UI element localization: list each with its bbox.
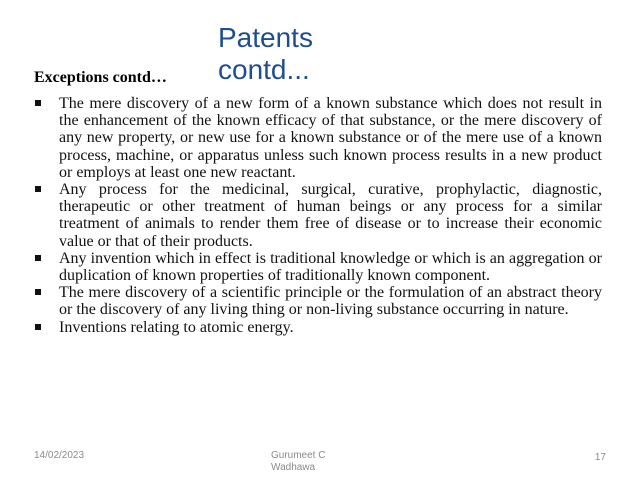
bullet-item xyxy=(34,319,602,336)
bullet-item xyxy=(34,284,602,318)
square-bullet-icon xyxy=(35,255,41,261)
bullet-list xyxy=(34,95,602,336)
bullet-text: The mere discovery of a new form of a known substance which does not result in the enhancement of the known efficacy of that substance, or the mere discovery of any new property, or new use for a known substance or of the mere use of a known process, machine, or apparatus unless such known process results in a new product or employs at least one new reactant. xyxy=(59,95,602,181)
bullet-item xyxy=(34,95,602,181)
bullet-item xyxy=(34,250,602,284)
slide-title: Patents contd... xyxy=(218,22,313,85)
square-bullet-icon xyxy=(35,100,41,106)
bullet-text: Any invention which in effect is traditional knowledge or which is an aggregation or duplication of known properties of traditionally known component. xyxy=(59,249,602,285)
bullet-text: Inventions relating to atomic energy. xyxy=(59,318,294,336)
footer-date: 14/02/2023 xyxy=(34,450,85,461)
page-number: 17 xyxy=(594,452,606,463)
bullet-text: The mere discovery of a scientific principle or the formulation of an abstract theory or the discovery of any living thing or non-living substance occurring in nature. xyxy=(59,284,602,319)
square-bullet-icon xyxy=(35,289,41,295)
square-bullet-icon xyxy=(35,324,41,330)
slide-subheading: Exceptions contd… xyxy=(34,69,167,86)
footer-author: Gurumeet C Wadhawa xyxy=(271,450,326,473)
bullet-text: Any process for the medicinal, surgical, curative, prophylactic, diagnostic, therapeutic or other treatment of human beings or any process for a similar treatment of animals to render them free of disease or to increase their economic value or that of their products. xyxy=(59,181,602,250)
square-bullet-icon xyxy=(35,186,41,192)
bullet-item xyxy=(34,181,602,250)
